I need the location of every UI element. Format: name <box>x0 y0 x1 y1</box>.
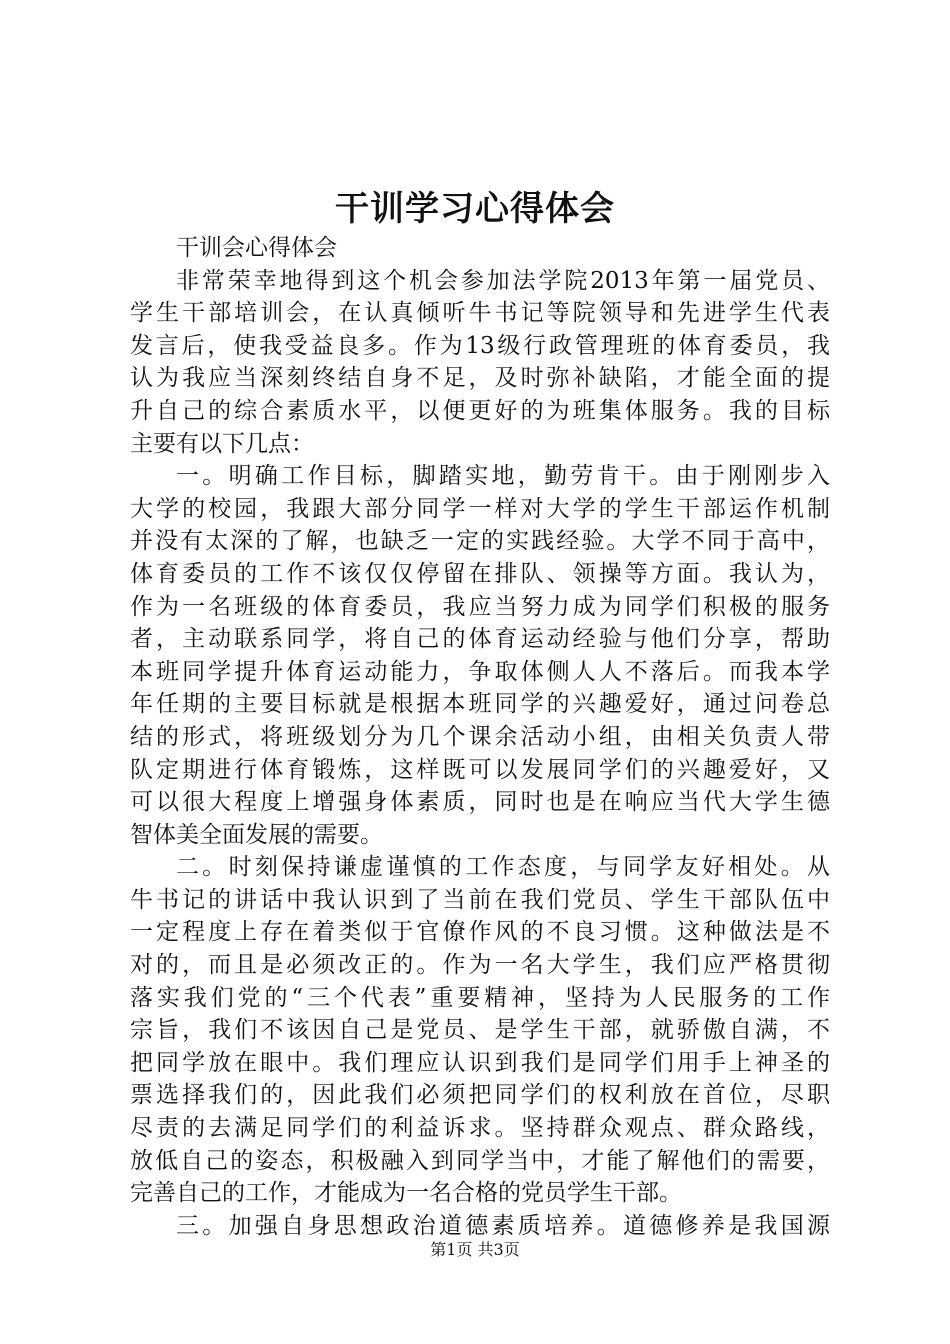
page-footer: 第1页 共3页 <box>430 1240 520 1259</box>
body-text-line: 可以很大程度上增强身体素质，同时也是在响应当代大学生德 <box>130 789 830 816</box>
body-text-line: 认为我应当深刻终结自身不足，及时弥补缺陷，才能全面的提 <box>130 365 830 392</box>
body-text-line: 年任期的主要目标就是根据本班同学的兴趣爱好，通过问卷总 <box>130 691 830 718</box>
body-text-line: 大学的校园，我跟大部分同学一样对大学的学生干部运作机制 <box>130 495 830 522</box>
body-text-line: 主要有以下几点： <box>130 430 314 457</box>
body-text-line: 学生干部培训会，在认真倾听牛书记等院领导和先进学生代表 <box>130 300 830 327</box>
document-title: 干训学习心得体会 <box>335 189 615 229</box>
body-text-line: 一定程度上存在着类似于官僚作风的不良习惯。这种做法是不 <box>130 919 830 946</box>
body-text-line: 放低自己的姿态，积极融入到同学当中，才能了解他们的需要， <box>130 1147 830 1174</box>
body-text-line: 票选择我们的，因此我们必须把同学们的权利放在首位，尽职 <box>130 1082 830 1109</box>
body-text-line: 作为一名班级的体育委员，我应当努力成为同学们积极的服务 <box>130 593 830 620</box>
body-text-line: 完善自己的工作，才能成为一名合格的党员学生干部。 <box>130 1180 682 1207</box>
body-text-line: 队定期进行体育锻炼，这样既可以发展同学们的兴趣爱好，又 <box>130 756 830 783</box>
body-text-line: 结的形式，将班级划分为几个课余活动小组，由相关负责人带 <box>130 723 830 750</box>
document-body <box>130 232 830 1242</box>
body-text-line: 体育委员的工作不该仅仅停留在排队、领操等方面。我认为， <box>130 560 830 587</box>
body-text-line: 发言后，使我受益良多。作为13级行政管理班的体育委员，我 <box>130 332 830 359</box>
body-text-line: 一。明确工作目标，脚踏实地，勤劳肯干。由于刚刚步入 <box>176 463 830 490</box>
body-text-line: 落实我们党的“三个代表”重要精神，坚持为人民服务的工作 <box>130 984 830 1011</box>
body-text-line: 尽责的去满足同学们的利益诉求。坚持群众观点、群众路线， <box>130 1115 830 1142</box>
body-text-line: 智体美全面发展的需要。 <box>130 821 383 848</box>
body-text-line: 干训会心得体会 <box>176 235 337 261</box>
body-text-line: 二。时刻保持谦虚谨慎的工作态度，与同学友好相处。从 <box>176 854 830 881</box>
body-text-line: 宗旨，我们不该因自己是党员、是学生干部，就骄傲自满，不 <box>130 1017 830 1044</box>
body-text-line: 对的，而且是必须改正的。作为一名大学生，我们应严格贯彻 <box>130 952 830 979</box>
body-text-line: 升自己的综合素质水平，以便更好的为班集体服务。我的目标 <box>130 397 830 424</box>
body-text-line: 牛书记的讲话中我认识到了当前在我们党员、学生干部队伍中 <box>130 886 830 913</box>
body-text-line: 本班同学提升体育运动能力，争取体侧人人不落后。而我本学 <box>130 658 830 685</box>
body-text-line: 三。加强自身思想政治道德素质培养。道德修养是我国源 <box>176 1212 830 1239</box>
body-text-line: 者，主动联系同学，将自己的体育运动经验与他们分享，帮助 <box>130 626 830 653</box>
body-text-line: 非常荣幸地得到这个机会参加法学院2013年第一届党员、 <box>176 267 830 294</box>
body-text-line: 把同学放在眼中。我们理应认识到我们是同学们用手上神圣的 <box>130 1049 830 1076</box>
body-text-line: 并没有太深的了解，也缺乏一定的实践经验。大学不同于高中， <box>130 528 830 555</box>
